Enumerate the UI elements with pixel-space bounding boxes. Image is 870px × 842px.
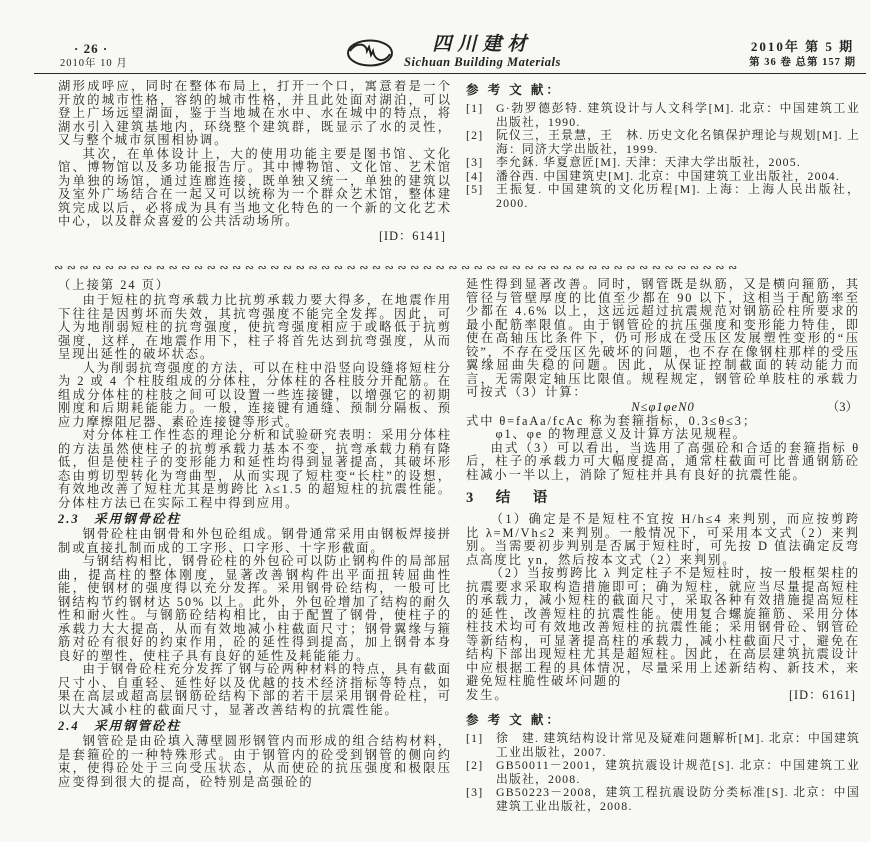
journal-masthead — [346, 35, 561, 70]
reference-number: [1] — [466, 101, 484, 115]
reference-item — [466, 129, 860, 156]
section-3-heading: 3 结 语 — [466, 490, 552, 506]
equation-note: φ1、φe 的物理意义及计算方法见规程。 — [495, 427, 747, 441]
section-2-4-heading: 2.4 采用钢管砼柱 — [58, 719, 182, 733]
article1-paragraph: 其次，在单体设计上，大的使用功能主要是图书馆、文化馆、博物馆以及多功能报告厅。其中博物馆、文化馆、艺术馆为单独的场馆，通过连廊连接，既单独又统一，单独的建筑以及室外广场结合在一起又可以统称为一个群众艺术馆，整体建筑完成以后，必将成为具有当地文化特色的一个新的文化艺术中心，以及群众喜爱的公共活动场所。 — [58, 146, 452, 228]
reference-text: GB50011－2001，建筑抗震设计规范[S]. 北京：中国建筑工业出版社，2008. — [496, 758, 860, 786]
reference-number: [5] — [466, 182, 484, 196]
reference-number: [3] — [466, 155, 484, 169]
continued-from-note: （上接第 24 页） — [58, 278, 171, 292]
reference-text: 李允鉌. 华夏意匠[M]. 天津：天津大学出版社，2005. — [496, 155, 802, 169]
references-heading: 参 考 文 献： — [466, 83, 562, 97]
article2-references — [466, 712, 860, 813]
reference-item — [466, 102, 860, 129]
equation-note: 式中 θ=faAa/fcAc 称为套箍指标，0.3≤θ≤3； — [466, 413, 758, 428]
reference-number: [1] — [466, 731, 484, 745]
journal-titles — [404, 35, 561, 70]
reference-number: [2] — [466, 758, 484, 772]
equation-3-expression: N≤φ1φeN0 — [631, 399, 695, 414]
reference-text: 王振复. 中国建筑的文化历程[M]. 上海：上海人民出版社，2000. — [496, 182, 860, 210]
header-right-block — [749, 39, 856, 70]
article2-paragraph: 对分体柱工作性态的理论分析和试验研究表明：采用分体柱的方法虽然使柱子的抗剪承载力基本不变，抗弯承载力稍有降低，但是使柱子的变形能力和延性均得到显著提高，其破坏形态由剪切型转化为弯曲型，从而实现了短柱变“长柱”的设想，有效地改善了短柱尤其是剪跨比 λ≤1.5 的超短柱的抗震性能。分体柱方法已在实际工程中得到应用。 — [58, 428, 452, 510]
article2-paragraph: 由于钢骨砼柱充分发挥了钢与砼两种材料的特点，具有截面尺寸小、自重轻、延性好以及优越的技术经济指标等特点，如果在高层或超高层钢筋砼结构下部的若干层采用钢骨砼柱，可以大大减小柱的截面尺寸，显著改善结构的抗震性能。 — [58, 662, 452, 717]
article2-right-column — [466, 278, 860, 813]
equation-3 — [466, 400, 860, 415]
article2-paragraph: 钢管砼是由砼填入薄壁圆形钢管内而形成的组合结构材料，是套箍砼的一种特殊形式。由于钢管内的砼受到钢管的侧向约束，使得砼处于三向受压状态，从而使砼的抗压强度和极限压应变得到很大的提高，砼特别是高强砼的 — [58, 734, 452, 789]
article1-id-tag: [ID：6141] — [378, 228, 446, 243]
conclusion-tail-line — [466, 689, 860, 703]
references-heading: 参 考 文 献： — [466, 713, 562, 727]
issue-number: 2010年 第 5 期 — [750, 39, 855, 55]
reference-item — [466, 786, 860, 813]
article1-paragraph: 湖形成呼应，同时在整体布局上，打开一个口，寓意着是一个开放的城市性格，容纳的城市性格，并且此处面对湖泊，可以登上广场远望湖面，鉴于当地城在水中、水在城中的特点，将湖水引入建筑基地内，环绕整个建筑群，既显示了水的灵性，又与整个城市氛围相协调。 — [58, 80, 452, 147]
reference-item — [466, 183, 860, 210]
article2-paragraph: 人为削弱抗弯强度的方法，可以在柱中沿竖向设缝将短柱分为 2 或 4 个柱肢组成的分体柱，分体柱的各柱肢分开配筋。在组成分体柱的柱肢之间可以设置一些连接键，以增强它的初期刚度和后期耗能能力。一般，连接键有通缝、预制分隔板、预应力摩擦阻尼器、素砼连接键等形式。 — [58, 360, 452, 429]
article1-section — [0, 80, 870, 258]
reference-number: [2] — [466, 128, 484, 142]
article2-paragraph: 由式（3）可以看出，当选用了高强砼和合适的套箍指标 θ 后，柱子的承载力可大幅度提高，通常柱截面可比普通钢筋砼柱减小一半以上，消除了短柱并具有良好的抗震性能。 — [466, 440, 860, 482]
header-rule — [34, 73, 866, 74]
equation-3-number: （3） — [826, 399, 858, 414]
article2-paragraph: 延性得到显著改善。同时，钢管既是纵筋，又是横向箍筋，其管径与管壁厚度的比值至少都在 90 以下，这相当于配筋率至少都在 4.6% 以上，这远远超过抗震规范对钢筋砼柱所要求的最小配筋率限值。由于钢管砼的抗压强度和变形能力特佳，即使在高轴压比条件下，仍可形成在受压区发展塑性变形的“压铰”，不存在受压区先破坏的问题，也不存在像钢柱那样的受压翼缘屈曲失稳的问题。因此，从保证控制截面的转动能力而言，无需限定轴压比限值。规程规定，钢管砼单肢柱的承载力可按式（3）计算： — [466, 278, 860, 399]
article2-paragraph: 钢骨砼柱由钢骨和外包砼组成。钢骨通常采用由钢板焊接拼制或直接扎制而成的工字形、口字形、十字形截面。 — [58, 527, 452, 555]
conclusion-paragraph: （2）当按剪跨比 λ 判定柱子不是短柱时，按一般框架柱的抗震要求采取构造措施即可；确为短柱，就应当尽量提高短柱的承载力，减小短柱的截面尺寸，采取各种有效措施提高短柱的延性，改善短柱的抗震性能。使用复合螺旋箍筋、采用分体柱技术均可有效地改善短柱的抗震性能；采用钢骨砼、钢管砼等新结构，可显著提高柱的承载力，减小柱截面尺寸，避免在结构下部出现短柱尤其是超短柱。因此，在高层建筑抗震设计中应根据工程的具体情况，尽量采用上述新结构、新技术，来避免短柱脆性破坏问题的 — [466, 566, 860, 688]
issue-date: 2010年 10 月 — [60, 57, 128, 69]
volume-number: 第 36 卷 总第 157 期 — [749, 57, 856, 69]
reference-text: GB50223－2008，建筑工程抗震设防分类标准[S]. 北京：中国建筑工业出版社，2008. — [496, 785, 860, 813]
section-2-3-heading: 2.3 采用钢骨砼柱 — [58, 512, 182, 526]
page-number: · 26 · — [74, 40, 109, 56]
reference-number: [4] — [466, 168, 484, 183]
reference-item — [466, 759, 860, 786]
header-left-block — [60, 41, 128, 70]
reference-text: 潘谷西. 中国建筑史[M]. 北京：中国建筑工业出版社，2004. — [496, 168, 841, 183]
reference-number: [3] — [466, 785, 484, 799]
reference-text: G·勃罗德彭特. 建筑设计与人文科学[M]. 北京：中国建筑工业出版社，1990. — [496, 101, 860, 129]
article2-left-column — [58, 278, 452, 813]
journal-logo-icon — [346, 38, 394, 68]
journal-title-cn: 四川建材 — [432, 34, 533, 56]
reference-text: 徐 建. 建筑结构设计常见及疑难问题解析[M]. 北京：中国建筑工业出版社，2007. — [496, 731, 860, 759]
page-header — [0, 28, 870, 73]
reference-item — [466, 732, 860, 759]
article2-paragraph: 由于短柱的抗弯承载力比抗剪承载力要大得多，在地震作用下往往是因剪坏而失效，其抗弯强度不能完全发挥。因此，可人为地削弱短柱的抗弯强度，使抗弯强度相应于或略低于抗剪强度，这样，在地震作用下，柱子将首先达到抗弯强度，从而呈现出延性的破坏状态。 — [58, 293, 452, 361]
article1-left-column — [58, 80, 452, 258]
reference-text: 阮仪三，王景慧，王 林. 历史文化名镇保护理论与规划[M]. 上海：同济大学出版社，1999. — [496, 128, 860, 156]
article2-section — [0, 278, 870, 813]
journal-title-en: Sichuan Building Materials — [404, 55, 561, 70]
conclusion-tail-text: 发生。 — [466, 687, 509, 702]
article2-paragraph: 与钢结构相比，钢骨砼柱的外包砼可以防止钢构件的局部屈曲，提高柱的整体刚度，显著改善钢构件出平面扭转屈曲性能，使钢材的强度得以充分发挥。采用钢骨砼结构，一般可比钢结构节约钢材达 50% 以上。此外，外包砼增加了结构的耐久性和耐火性。与钢筋砼结构相比，由于配置了钢骨，使柱子的承载力大大提高，从而有效地减小柱截面尺寸；钢骨翼缘与箍筋对砼有很好的约束作用，砼的延性得到提高，加上钢骨本身良好的塑性，使柱子具有良好的延性及耗能能力。 — [58, 554, 452, 663]
article2-id-tag: [ID：6161] — [788, 687, 856, 702]
article-divider-ornament: ∾∾∾∾∾∾∾∾∾∾∾∾∾∾∾∾∾∾∾∾∾∾∾∾∾∾∾∾∾∾∾∾∾∾∾∾∾∾∾∾∾∾∾∾∾∾∾∾∾∾∾∾∾∾ — [54, 261, 741, 274]
article1-references-column — [466, 80, 860, 258]
reference-item — [466, 170, 860, 184]
reference-item — [466, 156, 860, 170]
conclusion-paragraph: （1）确定是不是短柱不宜按 H/h≤4 来判别，而应按剪跨比 λ=M/Vh≤2 来判别。一般情况下，可采用本文式（2）来判别。当需要初步判别是否属于短柱时，可先按 D 值法确定反弯点高度比 yn，然后按本文式（2）来判别。 — [466, 512, 860, 567]
